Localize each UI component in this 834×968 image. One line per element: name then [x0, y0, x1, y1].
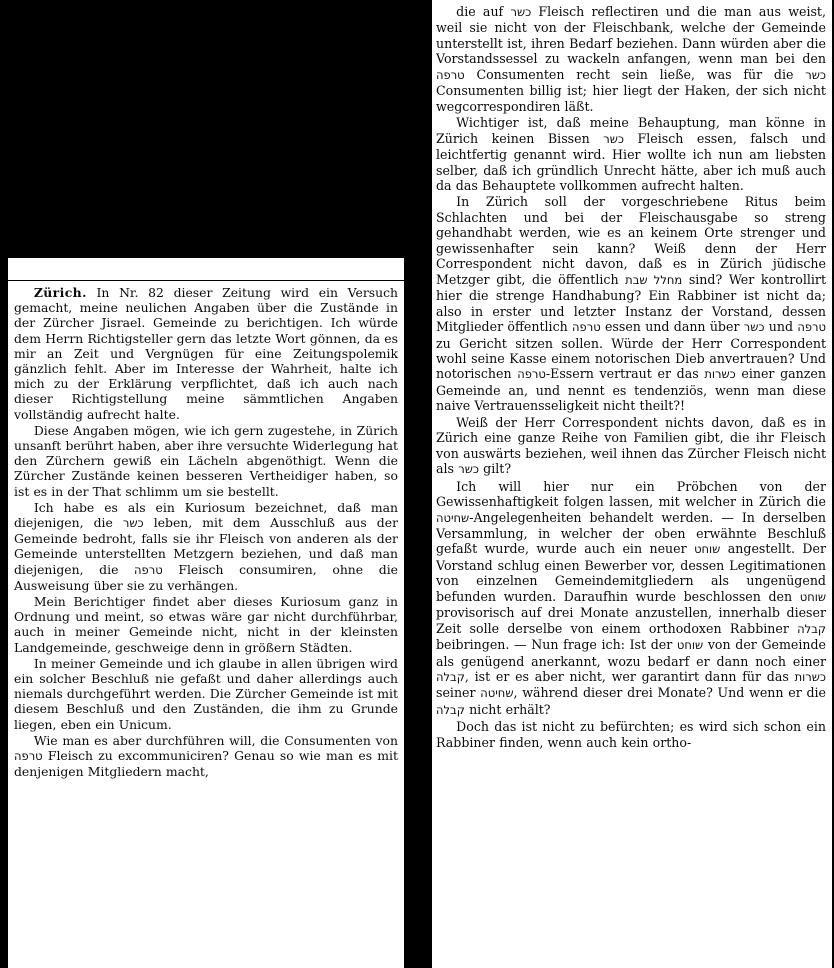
- paragraph-text: In Zürich soll der vorgeschriebene Ritus beim Schlachten und bei der Fleischausgabe so streng gehandhabt werden, wie es an keinem Orte strenger und gewissenhafter sein kann? Weiß denn der Herr Correspondent nicht davon, daß es in Zürich jüdische Metzger gibt, die öffentlich: [436, 194, 826, 287]
- paragraph-text: beibringen. — Nun frage ich: Ist der: [436, 637, 677, 653]
- hebrew-term: כשר: [603, 131, 624, 146]
- paragraph-text: Fleisch essen, falsch und leichtfertig genannt wird. Hier wollte ich nun am liebsten selber, daß ich gründlich Unrecht hätte, aber ich muß auch da das Behauptete vollkommen aufrecht halten.: [436, 130, 826, 193]
- paragraph-text: , während dieser drei Monate? Und wenn er die: [513, 685, 826, 701]
- paragraph-text: Wie man es aber durchführen will, die Consumenten von: [33, 732, 398, 748]
- paragraph: [436, 115, 826, 193]
- text-column-left: [8, 281, 404, 968]
- hebrew-term: כשר: [805, 67, 826, 82]
- paragraph: [14, 594, 398, 655]
- hebrew-term: כשר: [743, 320, 765, 335]
- paragraph-text: In Nr. 82 dieser Zeitung wird ein Versuch gemacht, meine neulichen Angaben über die Zustände in der Zürcher Jisrael. Gemeinde zu berichtigen. Ich würde dem Herrn Richtigsteller gern das letzte Wort gönnen, da es mir an Zeit und Vergnügen für eine Zeitungspolemik gänzlich fehlt. Aber im Interesse der Wahrheit, halte ich mich zu der Erklärung verpflichtet, daß ich auch nach dieser Richtigstellung meine sämmtlichen Angaben vollständig aufrecht halte.: [14, 285, 398, 422]
- paragraph-text: einer ganzen Gemeinde an, und nennt es tendenziös, wenn man diese naive Vertrauensseligkeit nicht theilt?!: [436, 366, 826, 414]
- paragraph: [436, 479, 826, 719]
- hebrew-term: טרפה: [517, 367, 546, 382]
- paragraph-text: Consumenten billig ist; hier liegt der Haken, der sich nicht wegcorrespondiren läßt.: [436, 83, 826, 114]
- paragraph-text: von der Gemeinde als genügend anerkannt, wozu bedarf er dann noch einer: [436, 637, 827, 669]
- paragraph-text: Consumenten recht sein ließe, was für die: [464, 66, 806, 82]
- paragraph-text: sind? Wer kontrollirt hier die strenge Handhabung? Ein Rabbiner ist nicht da; also in erster und letzter Instanz der Vorstand, dessen Mitglieder öffentlich: [436, 271, 827, 335]
- paragraph-text: Fleisch zu excommuniciren? Genau so wie man es mit denjenigen Mitgliedern macht,: [14, 748, 398, 780]
- paragraph-text: -Essern vertraut er das: [545, 366, 705, 382]
- hebrew-term: שוחט: [676, 638, 704, 653]
- paragraph-text: Fleisch reflectiren und die man aus weist, weil sie nicht von der Fleischbank, welche der Gemeinde unterstellt ist, ihren Bedarf beziehen. Dann würden aber die Vorstandssessel zu wackeln anfangen, wenn man bei den: [436, 4, 826, 67]
- paragraph: [436, 415, 826, 478]
- paragraph-text: angestellt. Der Vorstand schlug einen Bewerber vor, dessen Legitimationen von einzelnen Gemeindemitgliedern als ungenügend befunden wurden. Daraufhin wurde beschlossen den: [436, 541, 826, 604]
- paragraph-text: Ich will hier nur ein Pröbchen von der Gewissenhaftigkeit folgen lassen, mit welcher in Zürich die: [436, 478, 826, 510]
- paragraph: [436, 719, 826, 750]
- hebrew-term: קבלה: [436, 702, 465, 717]
- paragraph-text: provisorisch auf drei Monate anzustellen, innerhalb dieser Zeit solle derselbe von einem orthodoxen Rabbiner: [436, 605, 826, 636]
- hebrew-term: טרפה: [436, 67, 465, 82]
- hebrew-term: שוחט: [694, 542, 721, 557]
- paragraph-text: essen und dann über: [600, 319, 744, 335]
- hebrew-term: קבלה: [436, 670, 465, 685]
- paragraph-text: -Angelegenheiten behandelt werden. — In derselben Versammlung, in welcher der oben erwähnte Beschluß gefaßt wurde, wurde auch ein neuer: [436, 509, 826, 557]
- hebrew-term: שחיטה: [436, 510, 470, 525]
- hebrew-term: טרפה: [797, 320, 826, 335]
- paragraph-text: Fleisch consumiren, ohne die Ausweisung über sie zu verhängen.: [14, 561, 398, 593]
- paragraph-text: Mein Berichtiger findet aber dieses Kuriosum ganz in Ordnung und meint, so etwas wäre gar nicht durchführbar, auch in meiner Gemeinde nicht, nicht in der kleinsten Landgemeinde, geschweige denn in größern Städten.: [14, 594, 398, 655]
- paragraph-text: , ist er es aber nicht, wer garantirt dann für das: [464, 669, 795, 685]
- paragraph-text: leben, mit dem Ausschluß aus der Gemeinde bedroht, falls sie ihr Fleisch von anderen als der Gemeinde unterstellten Metzgern beziehen, und daß man diejenigen, die: [14, 515, 398, 577]
- hebrew-term: כשר: [122, 516, 144, 531]
- paragraph: [436, 194, 826, 413]
- paragraph-text: zu Gericht sitzen sollen. Würde der Herr Correspondent wohl seine Kasse einem notorischen Dieb anvertrauen? Und notorischen: [436, 335, 826, 382]
- dateline-zurich: Zürich.: [33, 285, 87, 300]
- paragraph-text: und: [764, 319, 798, 335]
- paragraph-text: Wichtiger ist, daß meine Behauptung, man könne in Zürich keinen Bissen: [436, 115, 826, 146]
- paragraph: [14, 285, 398, 422]
- paragraph-text: Doch das ist nicht zu befürchten; es wird sich schon ein Rabbiner finden, wenn auch kein ortho-: [436, 719, 826, 750]
- hebrew-term: כשרות: [794, 670, 826, 685]
- paragraph-text: Diese Angaben mögen, wie ich gern zugestehe, in Zürich unsanft berührt haben, aber ihre versuchte Widerlegung hat den Zürchern gewiß ein Lächeln abgenöthigt. Wenn die Zürcher Zustände keinen besseren Vertheidiger haben, so ist es in der That schlimm um sie bestellt.: [14, 422, 398, 499]
- hebrew-term: טרפה: [14, 749, 43, 764]
- hebrew-term: כשרות: [704, 367, 736, 382]
- hebrew-term: טרפה: [572, 320, 601, 335]
- paragraph-text: nicht erhält?: [464, 701, 551, 717]
- hebrew-term: שוחט: [799, 589, 826, 604]
- paragraph: [14, 423, 398, 499]
- paragraph: [14, 733, 398, 780]
- running-head: [8, 258, 404, 280]
- hebrew-term: טרפה: [134, 562, 163, 577]
- paragraph-text: In meiner Gemeinde und ich glaube in allen übrigen wird ein solcher Beschluß nie gefaßt und daher allerdings auch niemals durchgeführt werden. Die Zürcher Gemeinde ist mit diesem Beschluß und den Zuständen, die ihm zu Grunde liegen, eben ein Unicum.: [14, 655, 398, 732]
- paragraph: [14, 656, 398, 732]
- hebrew-term: קבלה: [797, 621, 826, 636]
- paragraph: [436, 4, 826, 114]
- hebrew-term: שחיטה: [480, 686, 514, 701]
- hebrew-term: מחלל שבת: [625, 272, 683, 287]
- paragraph-text: Weiß der Herr Correspondent nichts davon, daß es in Zürich eine ganze Reihe von Familien gibt, die ihr Fleisch von auswärts beziehen, weil ihnen das Zürcher Fleisch nicht als: [436, 414, 826, 477]
- hebrew-term: כשר: [510, 5, 532, 19]
- text-column-right: [432, 0, 832, 968]
- paragraph-text: die auf: [456, 4, 511, 19]
- hebrew-term: כשר: [458, 462, 479, 477]
- paragraph-text: Ich habe es als ein Kuriosum bezeichnet, daß man diejenigen, die: [14, 499, 398, 531]
- paragraph-text: seiner: [436, 685, 481, 701]
- paragraph: [14, 500, 398, 593]
- paragraph-text: gilt?: [478, 461, 512, 477]
